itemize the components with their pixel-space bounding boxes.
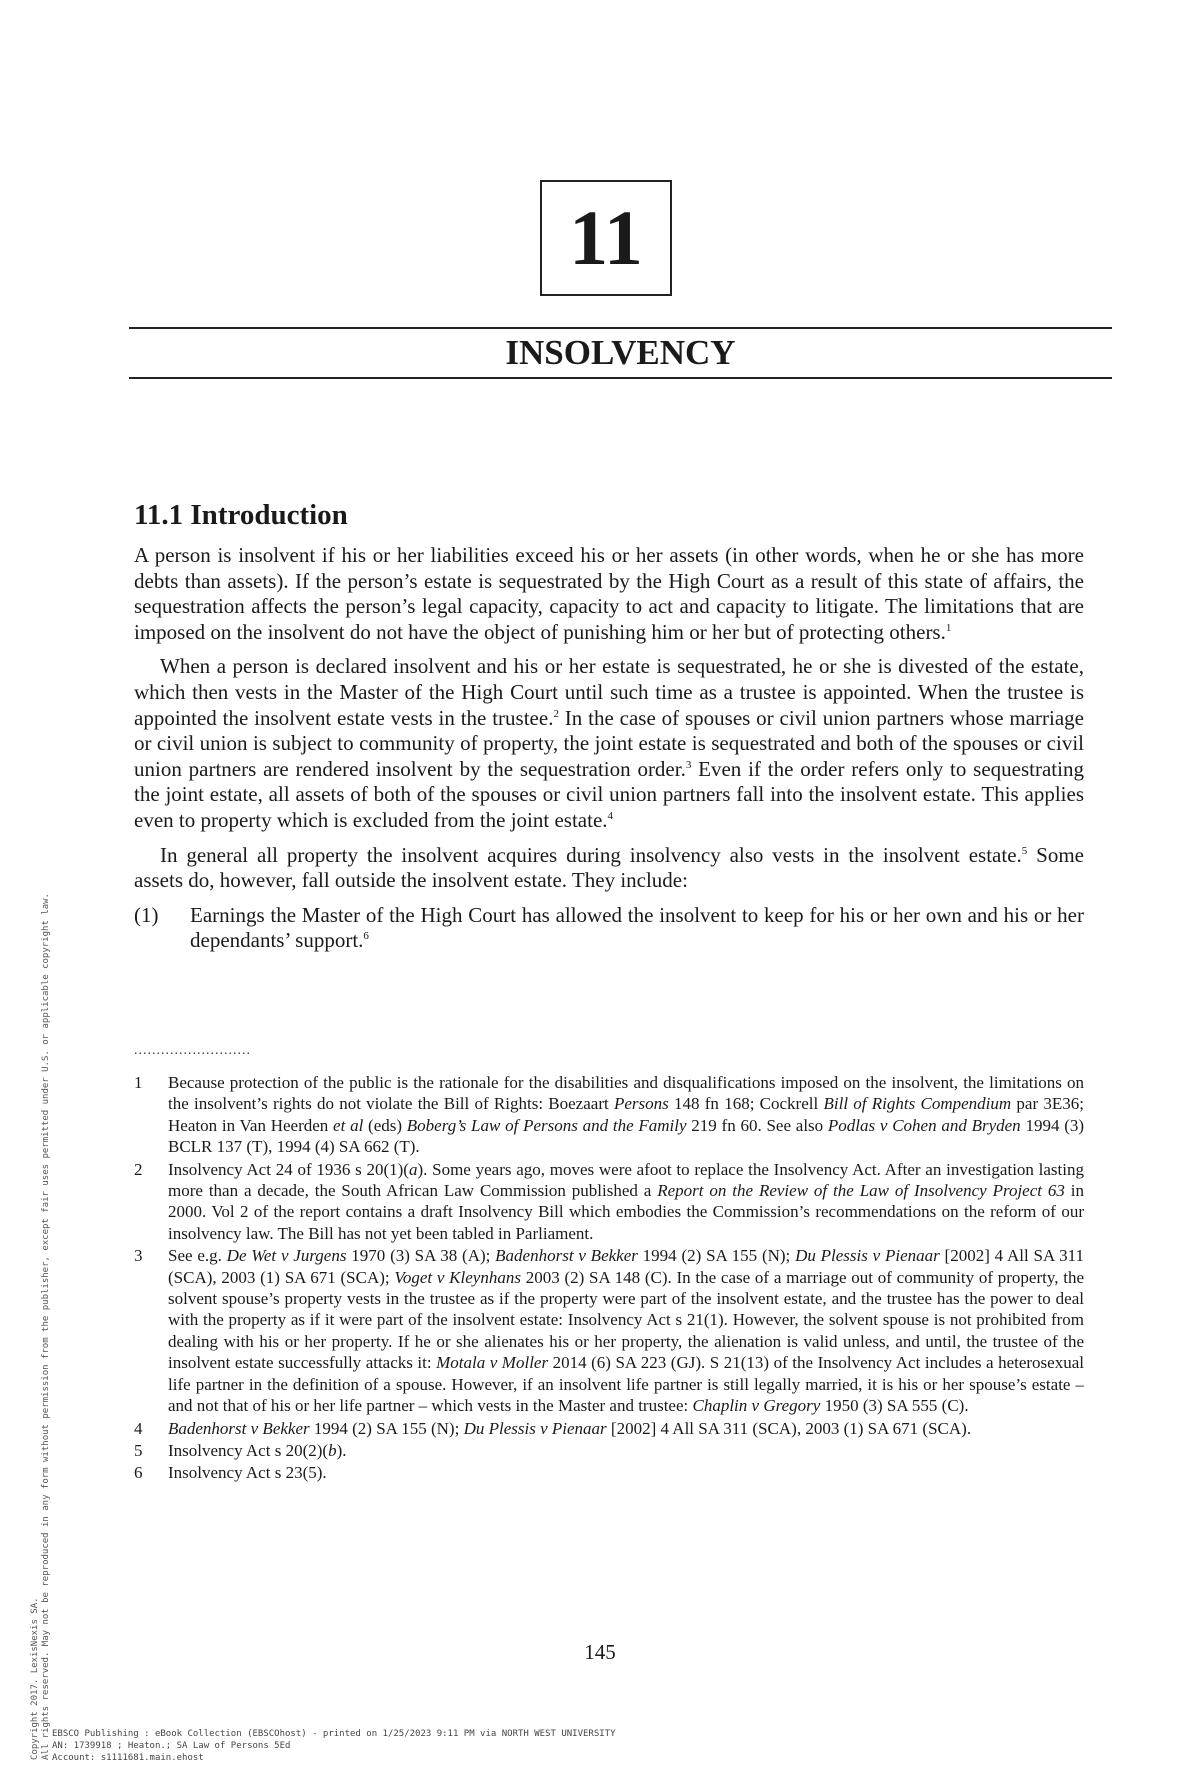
footnote <box>134 1072 1084 1158</box>
section-heading: 11.1 Introduction <box>134 499 348 531</box>
footnote-number: 6 <box>134 1463 143 1483</box>
footnote-text: Because protection of the public is the rationale for the disabilities and disqualifications imposed on the insolvent, the limitations on the insolvent’s rights do not violate the Bill of Rights: Boezaart Persons 148 fn 168; Cockrell Bill of Rights Compendium par 3E36; Heaton in Van Heerden et al (eds) Boberg’s Law of Persons and the Family 219 fn 60. See also Podlas v Cohen and Bryden 1994 (3) BCLR 137 (T), 1994 (4) SA 662 (T). <box>168 1073 1085 1157</box>
footnote <box>134 1462 1084 1483</box>
footnote-ref-6: 6 <box>363 930 369 943</box>
paragraph-3 <box>134 843 1084 894</box>
paragraph-2-text-b: In the case of spouses or civil union partners whose marriage or civil union is subject to community of property, the joint estate is sequestrated and both of the spouses or civil union partners are rendered insolvent by the sequestration order. <box>134 705 1084 781</box>
paragraph-2-text-a: When a person is declared insolvent and his or her estate is sequestrated, he or she is divested of the estate, which then vests in the Master of the High Court until such time as a trustee is appointed. When the trustee is appointed the insolvent estate vests in the trustee. <box>134 654 1084 730</box>
footnote-text: Badenhorst v Bekker 1994 (2) SA 155 (N); Du Plessis v Pienaar [2002] 4 All SA 311 (SCA), 2003 (1) SA 671 (SCA). <box>168 1418 972 1438</box>
footnote-ref-3: 3 <box>685 758 692 771</box>
side-copyright-line-2: All rights reserved. May not be reproduced in any form without permission from the publisher, except fair uses permitted under U.S. or applicable copyright law. <box>41 893 51 1760</box>
paragraph-2-text-c: Even if the order refers only to sequestrating the joint estate, all assets of both of the spouses or civil union partners fall into the insolvent estate. This applies even to property which is excluded from the joint estate. <box>134 756 1084 832</box>
footnote-number: 2 <box>134 1159 143 1179</box>
paragraph-3-text-a: In general all property the insolvent acquires during insolvency also vests in the insolvent estate. <box>160 842 1022 867</box>
footnote-number: 1 <box>134 1073 143 1092</box>
footnote-ref-1: 1 <box>945 621 952 634</box>
footnote-number: 4 <box>134 1418 143 1438</box>
body-text <box>134 543 1084 954</box>
footnote <box>134 1245 1084 1416</box>
footnote-text: Insolvency Act 24 of 1936 s 20(1)(a). Some years ago, moves were afoot to replace the Insolvency Act. After an investigation lasting more than a decade, the South African Law Commission published a Report on the Review of the Law of Insolvency Project 63 in 2000. Vol 2 of the report contains a draft Insolvency Bill which embodies the Commission’s recommendations on the reform of our insolvency law. The Bill has not yet been tabled in Parliament. <box>168 1159 1084 1243</box>
footnote-number: 5 <box>134 1440 143 1460</box>
footnote-ref-4: 4 <box>607 809 614 822</box>
footnote-separator: .......................... <box>134 1043 251 1058</box>
footnote-number: 3 <box>134 1246 143 1266</box>
chapter-number-box <box>540 180 672 296</box>
footnote-text: See e.g. De Wet v Jurgens 1970 (3) SA 38 (A); Badenhorst v Bekker 1994 (2) SA 155 (N); Du Plessis v Pienaar [2002] 4 All SA 311 (SCA), 2003 (1) SA 671 (SCA); Voget v Kleynhans 2003 (2) SA 148 (C). In the case of a marriage out of community of property, the solvent spouse’s property vests in the trustee as if the property were part of the insolvent estate, and the trustee has the power to deal with the property as if it were part of the insolvent estate: Insolvency Act s 21(1). However, the solvent spouse is not prohibited from dealing with his or her property. If he or she alienates his or her property, the alienation is valid unless, and until, the trustee of the insolvent estate successfully attacks it: Motala v Moller 2014 (6) SA 223 (GJ). S 21(13) of the Insolvency Act includes a heterosexual life partner in the definition of a spouse. However, if an insolvent life partner is still legally married, it is his or her spouse’s estate – and not that of his or her life partner – which vests in the Master and trustee: Chaplin v Gregory 1950 (3) SA 555 (C). <box>168 1246 1085 1416</box>
footnote <box>134 1440 1084 1461</box>
chapter-title-rule-top <box>129 327 1112 329</box>
chapter-number: 11 <box>569 194 643 281</box>
page-number: 145 <box>584 1640 616 1664</box>
footnote-ref-5: 5 <box>1021 844 1028 857</box>
chapter-title: INSOLVENCY <box>505 333 736 372</box>
side-copyright-notice <box>30 560 52 1760</box>
footnote-text: Insolvency Act s 20(2)(b). <box>168 1440 347 1460</box>
paragraph-2 <box>134 654 1084 833</box>
paragraph-1-text: A person is insolvent if his or her liabilities exceed his or her assets (in other words, when he or she has more debts than assets). If the person’s estate is sequestrated by the High Court as a result of this state of affairs, the sequestration affects the person’s legal capacity, capacity to act and capacity to litigate. The limitations that are imposed on the insolvent do not have the object of punishing him or her but of protecting others. <box>134 543 1084 644</box>
paragraph-1 <box>134 543 1084 645</box>
bottom-notice-line-1: EBSCO Publishing : eBook Collection (EBSCOhost) - printed on 1/25/2023 9:11 PM via NORTH WEST UNIVERSITY <box>52 1729 616 1739</box>
footnote-ref-2: 2 <box>553 707 559 720</box>
bottom-print-notice <box>52 1728 616 1764</box>
side-copyright-line-1: Copyright 2017. LexisNexis SA. <box>30 1597 40 1760</box>
footnotes <box>134 1072 1084 1485</box>
list-item-number: (1) <box>134 902 159 927</box>
list-item-text: Earnings the Master of the High Court has allowed the insolvent to keep for his or her own and his or her dependants’ support. <box>190 902 1084 953</box>
footnote <box>134 1418 1084 1439</box>
paragraph-3-text-b: Some assets do, however, fall outside the insolvent estate. They include: <box>134 842 1084 893</box>
footnote <box>134 1159 1084 1245</box>
footnote-text: Insolvency Act s 23(5). <box>168 1463 327 1483</box>
bottom-notice-line-2: AN: 1739918 ; Heaton.; SA Law of Persons 5Ed <box>52 1741 291 1751</box>
bottom-notice-line-3: Account: s1111681.main.ehost <box>52 1753 204 1763</box>
chapter-title-rule-bottom <box>129 377 1112 379</box>
list-item-text-wrap <box>190 903 1084 954</box>
list-item <box>134 903 1084 954</box>
